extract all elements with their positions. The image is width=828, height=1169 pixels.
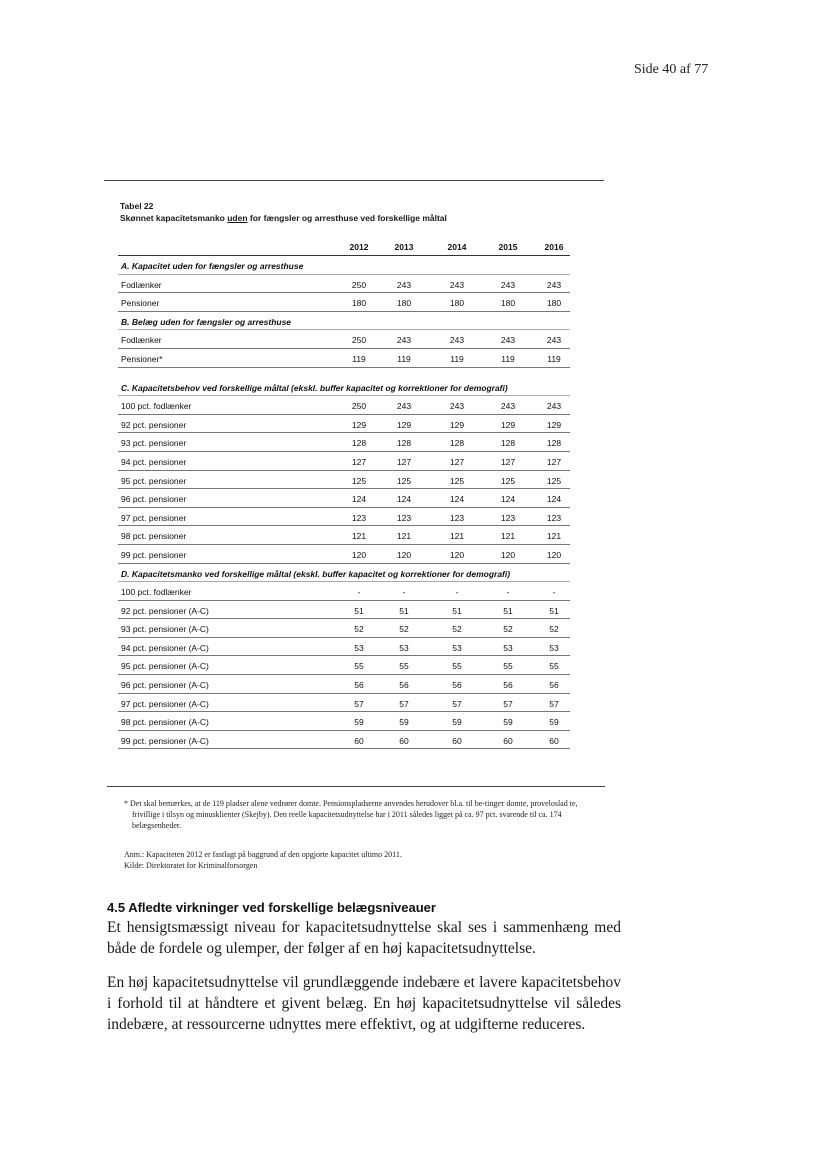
row-label: 98 pct. pensioner <box>121 531 187 542</box>
cell-value: 56 <box>452 680 462 691</box>
table-row <box>118 471 570 490</box>
cell-value: 129 <box>500 419 516 430</box>
row-label: 98 pct. pensioner (A-C) <box>121 717 209 728</box>
cell-value: 57 <box>503 698 513 709</box>
cell-value: 55 <box>354 661 364 672</box>
row-label: 94 pct. pensioner <box>121 456 187 467</box>
cell-value: 119 <box>501 353 515 364</box>
body-paragraph: Et hensigtsmæssigt niveau for kapacitetsudnyttelse skal ses i sammenhæng med både de fordele og ulemper, der følger af en høj kapacitetsudnyttelse. <box>107 919 621 957</box>
cell-value: 57 <box>354 698 364 709</box>
table-label: Tabel 22 <box>120 201 154 211</box>
cell-value: 53 <box>452 642 462 653</box>
year-header: 2016 <box>544 242 564 252</box>
row-label: Fodlænker <box>121 335 162 346</box>
cell-value: 129 <box>546 419 562 430</box>
capacity-table <box>118 236 570 749</box>
cell-value: 124 <box>449 494 465 505</box>
cell-value: 125 <box>396 475 412 486</box>
cell-value: 59 <box>549 717 559 728</box>
cell-value: - <box>506 587 510 598</box>
cell-value: 60 <box>399 735 409 746</box>
row-label: 93 pct. pensioner <box>121 438 187 449</box>
row-label: Fodlænker <box>121 279 162 290</box>
table-row <box>118 694 570 713</box>
table-section-title: D. Kapacitetsmanko ved forskellige måltal (ekskl. buffer kapacitet og korrektioner for demografi) <box>118 564 570 583</box>
row-label: 100 pct. fodlænker <box>121 401 192 412</box>
cell-value: 55 <box>503 661 513 672</box>
table-row <box>118 293 570 312</box>
cell-value: 243 <box>449 335 465 346</box>
cell-value: 52 <box>503 624 513 635</box>
table-row <box>118 489 570 508</box>
cell-value: 51 <box>503 605 513 616</box>
cell-value: 121 <box>546 531 562 542</box>
cell-value: 51 <box>354 605 364 616</box>
cell-value: 121 <box>351 531 367 542</box>
cell-value: 124 <box>396 494 412 505</box>
cell-value: 55 <box>452 661 462 672</box>
cell-value: 56 <box>503 680 513 691</box>
cell-value: 125 <box>500 475 516 486</box>
row-label: 95 pct. pensioner <box>121 475 187 486</box>
cell-value: 123 <box>449 512 465 523</box>
table-row <box>118 545 570 564</box>
cell-value: 51 <box>549 605 559 616</box>
cell-value: 123 <box>396 512 412 523</box>
cell-value: 57 <box>452 698 462 709</box>
table-section-title: A. Kapacitet uden for fængsler og arresthuse <box>118 256 570 275</box>
cell-value: 180 <box>396 298 412 309</box>
row-label: 96 pct. pensioner <box>121 494 187 505</box>
table-row <box>118 349 570 368</box>
cell-value: 52 <box>399 624 409 635</box>
table-row <box>118 330 570 349</box>
cell-value: 128 <box>546 438 562 449</box>
cell-value: 128 <box>449 438 465 449</box>
cell-value: 128 <box>351 438 367 449</box>
cell-value: 124 <box>351 494 367 505</box>
cell-value: 120 <box>449 549 465 560</box>
cell-value: - <box>455 587 459 598</box>
table-row <box>118 731 570 750</box>
cell-value: - <box>402 587 406 598</box>
cell-value: 59 <box>399 717 409 728</box>
table-row <box>118 433 570 452</box>
body-paragraph: En høj kapacitetsudnyttelse vil grundlæggende indebære et lavere kapacitetsbehov i forhold til at håndtere et givent belæg. En høj kapacitetsudnyttelse vil således indebære, at ressourcerne udnyttes mere effektivt, og at udgifterne reduceres. <box>107 974 621 1033</box>
table-row <box>118 656 570 675</box>
cell-value: 56 <box>354 680 364 691</box>
cell-value: 125 <box>546 475 562 486</box>
page-number: Side 40 af 77 <box>634 62 709 77</box>
table-title: Skønnet kapacitetsmanko uden for fængsler og arresthuse ved forskellige måltal <box>120 213 447 223</box>
cell-value: 129 <box>351 419 367 430</box>
table-row <box>118 526 570 545</box>
table-row <box>118 396 570 415</box>
cell-value: 128 <box>396 438 412 449</box>
cell-value: 55 <box>399 661 409 672</box>
cell-value: 243 <box>546 279 562 290</box>
cell-value: 127 <box>396 456 412 467</box>
cell-value: 51 <box>399 605 409 616</box>
row-label: Pensioner <box>121 298 160 309</box>
cell-value: 243 <box>449 279 465 290</box>
cell-value: 121 <box>396 531 412 542</box>
cell-value: 57 <box>549 698 559 709</box>
table-row <box>118 582 570 601</box>
cell-value: 123 <box>351 512 367 523</box>
row-label: 99 pct. pensioner (A-C) <box>121 735 209 746</box>
footnote-source: Kilde: Direktoratet for Kriminalforsorgen <box>124 861 258 870</box>
table-row <box>118 452 570 471</box>
cell-value: 120 <box>396 549 412 560</box>
table-row <box>118 601 570 620</box>
cell-value: 120 <box>500 549 516 560</box>
cell-value: 121 <box>449 531 465 542</box>
cell-value: 129 <box>449 419 465 430</box>
row-label: 97 pct. pensioner <box>121 512 187 523</box>
cell-value: 180 <box>449 298 465 309</box>
cell-value: 127 <box>449 456 465 467</box>
cell-value: 119 <box>450 353 464 364</box>
cell-value: - <box>552 587 556 598</box>
table-row <box>118 508 570 527</box>
cell-value: 120 <box>351 549 367 560</box>
cell-value: 53 <box>549 642 559 653</box>
table-row <box>118 675 570 694</box>
cell-value: 51 <box>452 605 462 616</box>
cell-value: 60 <box>549 735 559 746</box>
cell-value: 57 <box>399 698 409 709</box>
cell-value: 119 <box>547 353 561 364</box>
cell-value: 52 <box>354 624 364 635</box>
cell-value: 127 <box>500 456 516 467</box>
year-header: 2013 <box>394 242 414 252</box>
row-label: 100 pct. fodlænker <box>121 587 192 598</box>
table-row <box>118 638 570 657</box>
cell-value: 53 <box>354 642 364 653</box>
year-header: 2012 <box>349 242 369 252</box>
cell-value: 119 <box>397 353 411 364</box>
footnote-star: * Det skal bemærkes, at de 119 pladser alene vedrører domte. Pensionspladserne anvendes herudover bl.a. til be-tingет domte, proveloslad te, frivillige i tilsyn og minusklienter (Skejby). Den reelle kapacitetsudnyttelse har i 2011 således ligget på ca. 97 pct. svarende til ca. 174 belægsenheder. <box>124 799 578 830</box>
cell-value: 125 <box>351 475 367 486</box>
cell-value: 56 <box>399 680 409 691</box>
cell-value: 180 <box>351 298 367 309</box>
year-header: 2015 <box>498 242 518 252</box>
row-label: 96 pct. pensioner (A-C) <box>121 680 209 691</box>
table-section-title: C. Kapacitetsbehov ved forskellige måltal (ekskl. buffer kapacitet og korrektioner for demografi) <box>118 378 570 397</box>
cell-value: 250 <box>351 335 367 346</box>
cell-value: 59 <box>503 717 513 728</box>
cell-value: 180 <box>500 298 516 309</box>
cell-value: 119 <box>352 353 366 364</box>
cell-value: 123 <box>500 512 516 523</box>
cell-value: 124 <box>500 494 516 505</box>
cell-value: 120 <box>546 549 562 560</box>
cell-value: 243 <box>546 335 562 346</box>
table-footnotes <box>124 798 604 871</box>
table-row <box>118 415 570 434</box>
cell-value: 52 <box>549 624 559 635</box>
cell-value: 59 <box>354 717 364 728</box>
cell-value: 127 <box>351 456 367 467</box>
cell-value: 127 <box>546 456 562 467</box>
year-header: 2014 <box>447 242 467 252</box>
cell-value: 243 <box>500 279 516 290</box>
cell-value: 60 <box>503 735 513 746</box>
cell-value: 121 <box>500 531 516 542</box>
cell-value: 52 <box>452 624 462 635</box>
cell-value: 56 <box>549 680 559 691</box>
cell-value: 60 <box>452 735 462 746</box>
cell-value: 124 <box>546 494 562 505</box>
row-label: 93 pct. pensioner (A-C) <box>121 624 209 635</box>
cell-value: 55 <box>549 661 559 672</box>
cell-value: 243 <box>546 401 562 412</box>
row-label: Pensioner* <box>121 353 163 364</box>
table-row <box>118 619 570 638</box>
table-row <box>118 275 570 294</box>
row-label: 97 pct. pensioner (A-C) <box>121 698 209 709</box>
table-row <box>118 712 570 731</box>
cell-value: 243 <box>396 335 412 346</box>
cell-value: 243 <box>449 401 465 412</box>
bottom-divider <box>107 786 605 787</box>
row-label: 94 pct. pensioner (A-C) <box>121 642 209 653</box>
table-caption <box>120 200 447 224</box>
cell-value: 128 <box>500 438 516 449</box>
row-label: 92 pct. pensioner <box>121 419 187 430</box>
cell-value: 59 <box>452 717 462 728</box>
cell-value: 53 <box>399 642 409 653</box>
table-section-title: B. Belæg uden for fængsler og arresthuse <box>118 312 570 331</box>
section-heading: 4.5 Afledte virkninger ved forskellige belægsniveauer <box>107 900 436 915</box>
table-header-row <box>118 236 570 256</box>
cell-value: 123 <box>546 512 562 523</box>
row-label: 99 pct. pensioner <box>121 549 187 560</box>
cell-value: 180 <box>546 298 562 309</box>
footnote-anm: Anm.: Kapaciteten 2012 er fastlagt på baggrund af den opgjorte kapacitet ultimo 2011. <box>124 850 402 859</box>
cell-value: 243 <box>396 401 412 412</box>
cell-value: 53 <box>503 642 513 653</box>
row-label: 95 pct. pensioner (A-C) <box>121 661 209 672</box>
cell-value: - <box>357 587 361 598</box>
cell-value: 60 <box>354 735 364 746</box>
cell-value: 250 <box>351 279 367 290</box>
cell-value: 125 <box>449 475 465 486</box>
row-label: 92 pct. pensioner (A-C) <box>121 605 209 616</box>
cell-value: 243 <box>500 401 516 412</box>
cell-value: 243 <box>396 279 412 290</box>
cell-value: 250 <box>351 401 367 412</box>
top-divider <box>104 180 604 181</box>
cell-value: 243 <box>500 335 516 346</box>
cell-value: 129 <box>396 419 412 430</box>
